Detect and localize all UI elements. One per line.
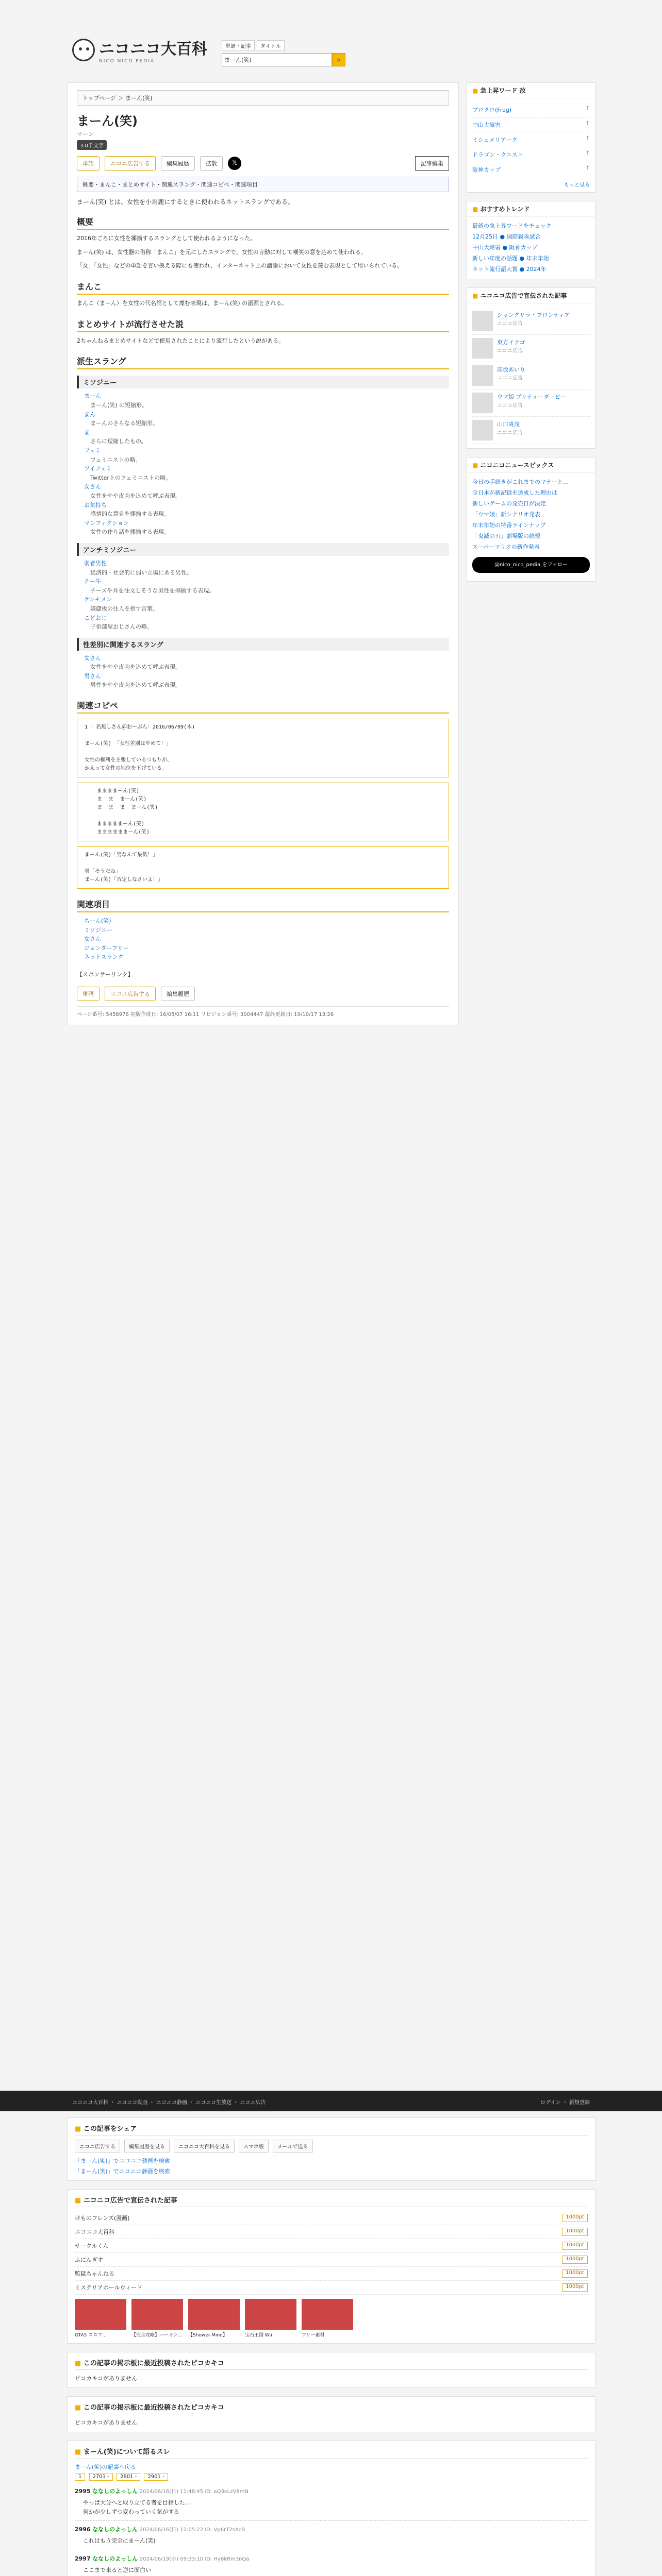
section-heading-slang: 派生スラング (77, 355, 449, 369)
response (75, 2483, 588, 2521)
pager-link[interactable]: 2701 - (89, 2473, 113, 2481)
back-to-article-link[interactable]: まーん(笑)の記事へ戻る (75, 2464, 136, 2470)
copipe-box: ままままーん(笑) ま ま まーん(笑) ま ま ま まーん(笑) まままままーん(笑) ままままままーん(笑) (77, 783, 449, 841)
share-option-button[interactable]: メールで送る (273, 2140, 313, 2153)
news-pick-line[interactable]: 「ウマ娘」新シナリオ発表 (472, 511, 540, 518)
share-button[interactable]: 拡散 (200, 156, 223, 171)
ad-row[interactable]: ふにんぎす 1000pt (75, 2253, 588, 2267)
logo-subtitle: NICO NICO PEDIA (99, 59, 155, 64)
subheading-anti-misogyny: アンチミソジニー (77, 543, 449, 556)
title-reading: マーン (77, 131, 94, 138)
news-item[interactable]: 高坂あいり ニコニ広告 (472, 362, 590, 389)
related-item[interactable]: ミソジニー (84, 926, 112, 934)
video-thumbnail (131, 2299, 183, 2330)
list-item (84, 672, 449, 690)
search-button[interactable] (332, 53, 345, 66)
share-panel (67, 2117, 595, 2181)
response-body: やっぱ大分へと取り立てる者を目指した… 何かが少しずつ変わっていく気がする (83, 2499, 191, 2515)
slang-term[interactable]: まん (84, 411, 95, 418)
trend-panel (467, 201, 595, 279)
slang-desc: Twitter上のフェミニストの略。 (90, 474, 172, 481)
slang-term[interactable]: 女さん (84, 654, 101, 662)
list-item (84, 464, 449, 482)
paragraph: 「女」「女性」などの単語を言い換える際にも使われ、インターネット上の議論において女性を蔑む表現として用いられている。 (77, 262, 403, 269)
news-pick-line[interactable]: 新しいゲームの発売日が決定 (472, 500, 546, 507)
news-pick-line[interactable]: 「鬼滅の刃」劇場版の続報 (472, 532, 540, 539)
news-pick-line[interactable]: 年末年始の特番ラインナップ (472, 522, 546, 529)
rank-item[interactable]: ドラゴン・クエスト ↑ (472, 147, 590, 162)
response-name: ななしのよっしん (92, 2488, 138, 2495)
picokakiko-title: ■ この記事の掲示板に最近投稿されたピコカキコ (75, 2358, 588, 2370)
section-heading-manko: まんこ (77, 280, 449, 295)
news-pick-line[interactable]: 全日本が新記録を達成した理由は (472, 489, 557, 497)
search-input[interactable]: まーん(笑) (222, 53, 332, 66)
list-item (84, 410, 449, 428)
response-number[interactable]: 2995 (75, 2488, 91, 2495)
thumbnail (472, 311, 493, 331)
list-item (84, 614, 449, 632)
thumbnail (472, 338, 493, 359)
slang-desc: チーズ牛丼を注文しそうな男性を揶揄する表現。 (90, 587, 215, 594)
response-name: ななしのよっしん (92, 2555, 138, 2562)
slang-term[interactable]: 女さん (84, 483, 101, 490)
login-links[interactable]: ログイン ・ 新規登録 (540, 2100, 590, 2106)
list-item (84, 577, 449, 595)
section-heading-related: 関連項目 (77, 898, 449, 912)
ad-article-panel-title: ■ ニコニコ広告で宣伝された記事 (467, 288, 595, 303)
video-card[interactable]: GTA5 スロフ... (75, 2299, 126, 2338)
pager-link[interactable]: 2801 - (117, 2473, 140, 2481)
breadcrumb[interactable]: トップページ ＞ まーん(笑) (77, 90, 449, 106)
news-item[interactable]: シャングリラ・フロンティア ニコニ広告 (472, 308, 590, 335)
picokakiko-panel (67, 2352, 595, 2388)
slang-desc: 子供部屋おじさんの略。 (90, 623, 153, 631)
share-option-button[interactable]: スマホ版 (239, 2140, 269, 2153)
table-of-contents[interactable]: 概要・まんこ・まとめサイト・関連スラング・関連コピペ・関連項目 (77, 177, 449, 192)
slang-desc: まーんのさらなる短縮形。 (90, 420, 158, 427)
subheading-misogyny: ミソジニー (77, 376, 449, 388)
slang-term[interactable]: 男さん (84, 672, 101, 680)
video-card[interactable]: フリー素材 (302, 2299, 353, 2338)
x-share-icon[interactable]: 𝕏 (228, 157, 241, 170)
news-item[interactable]: ウマ娘 プリティーダービー ニコニ広告 (472, 389, 590, 417)
paragraph: 2016年ごろに女性を揶揄するスラングとして使われるようになった。 (77, 235, 256, 242)
slang-desc: さらに短縮したもの。 (90, 438, 147, 445)
share-option-button[interactable]: ニコニ広告する (75, 2140, 120, 2153)
slang-term[interactable]: ケンモメン (84, 596, 112, 603)
list-item (84, 482, 449, 500)
video-thumbnail (245, 2299, 296, 2330)
slang-term[interactable]: 弱者男性 (84, 560, 107, 567)
response-number[interactable]: 2996 (75, 2526, 91, 2533)
response-date: 2024/06/16(日) 12:05:22 ID: Vp6rT2sXcB (139, 2527, 245, 2533)
rank-item[interactable]: ミシュメリアーク ↑ (472, 132, 590, 147)
list-item (84, 654, 449, 672)
slang-term[interactable]: まーん (84, 393, 101, 400)
share-option-button[interactable]: ニコニコ大百科を見る (174, 2140, 235, 2153)
related-list (77, 917, 449, 962)
video-card[interactable]: 【完全攻略】ハーキン... (131, 2299, 183, 2338)
search-icon: ⌕ (337, 56, 341, 64)
related-item[interactable]: 女さん (84, 936, 101, 943)
list-item (84, 595, 449, 613)
trend-panel-title: ■ おすすめトレンド (467, 201, 595, 217)
slang-desc: まーん(笑) の短縮形。 (90, 402, 148, 409)
video-card[interactable]: 【Shower-Mind】 (188, 2299, 240, 2338)
rank-item[interactable]: 阪神カップ ↑ (472, 162, 590, 177)
ad-row[interactable]: サークルくん 1000pt (75, 2239, 588, 2253)
paragraph: 2ちゃんねるまとめサイトなどで使用されたことにより流行したという説がある。 (77, 337, 285, 344)
nico-ad-button[interactable]: ニコニ広告する (105, 156, 156, 171)
slang-desc: 男性をやや皮肉を込めて呼ぶ表現。 (90, 682, 181, 689)
slang-list-2 (77, 559, 449, 632)
news-pick-line[interactable]: スーパーマリオの新作発表 (472, 543, 540, 550)
ad-row[interactable]: ミステリアホールウィード 1000pt (75, 2281, 588, 2295)
slang-term[interactable]: こどおじ (84, 614, 107, 621)
news-pick-line[interactable]: 今日の手続きがこれまでのマナーと… (472, 479, 569, 486)
picokakiko-empty: ピコカキコがありません (75, 2419, 137, 2426)
trend-line[interactable]: 中山大障害 ● 阪神カップ (472, 244, 538, 251)
sidebar (467, 82, 595, 590)
ad-row[interactable]: けものフレンズ(漫画) 1000pt (75, 2211, 588, 2225)
pager-link[interactable]: 2901 - (144, 2473, 168, 2481)
rank-panel-title: ■ 急上昇ワード 改 (467, 83, 595, 98)
search-scope-select[interactable]: 単語・記事 (222, 40, 255, 51)
picokakiko-empty: ピコカキコがありません (75, 2375, 137, 2382)
response-number[interactable]: 2997 (75, 2555, 91, 2562)
slang-list-3 (77, 654, 449, 690)
slang-desc: 女性をやや皮肉を込めて呼ぶ表現。 (90, 664, 181, 671)
list-item (84, 428, 449, 446)
slang-desc: 女性の作り話を揶揄する表現。 (90, 529, 170, 536)
response-date: 2024/06/19(水) 09:33:10 ID: Hy8kRm3nQa (139, 2556, 250, 2562)
picokakiko-title-2: ■ この記事の掲示板に最近投稿されたピコカキコ (75, 2402, 588, 2414)
share-panel-title: ■ この記事をシェア (75, 2123, 588, 2136)
follow-button[interactable]: @nico_nico_pedia をフォロー (472, 557, 590, 573)
ad-row[interactable]: ニコニコ大百科 1000pt (75, 2225, 588, 2239)
ad-row[interactable]: 監獄ちゃんねる 1000pt (75, 2267, 588, 2281)
nico-ad-button[interactable]: ニコニ広告する (105, 987, 156, 1001)
like-button[interactable]: 単語 (77, 156, 100, 171)
video-card[interactable]: 宝石王国 Wii (245, 2299, 296, 2338)
news-picks-title: ■ ニコニコニュースピックス (467, 457, 595, 473)
ad-ranking-title: ■ ニコニコ広告で宣伝された記事 (75, 2195, 588, 2207)
site-logo[interactable] (72, 36, 207, 64)
article-meta: ページ番号: 5458976 初版作成日: 16/05/07 16:11 リビジョン番号: 3004447 最終更新日: 19/10/17 13:26 (77, 1006, 449, 1018)
edit-article-button[interactable]: 記事編集 (415, 156, 449, 171)
ad-article-panel (467, 287, 595, 449)
article-main (67, 82, 459, 1025)
related-item[interactable]: ジェンダーフリー (84, 944, 129, 952)
list-item (84, 559, 449, 577)
trend-line[interactable]: ネット流行語大賞 ● 2024年 (472, 265, 547, 273)
slang-term[interactable]: お気持ち (84, 501, 107, 509)
section-heading-overview: 概要 (77, 215, 449, 230)
footer-action-row (77, 987, 449, 1001)
search-field-select[interactable]: タイトル (257, 40, 285, 51)
copipe-box: 1 ：名無しさん＠おーぷん：2016/06/09(木) まーん(笑) 「女性差別はやめて！」 女性の権利を主張しているつもりが、 かえって女性の地位を下げている。 (77, 719, 449, 777)
page-title: まーん(笑) (77, 114, 138, 128)
related-item[interactable]: ネットスラング (84, 954, 124, 961)
edit-history-button[interactable]: 編集履歴 (161, 987, 195, 1001)
share-option-button[interactable]: 編集履歴を見る (124, 2140, 170, 2153)
list-item (84, 446, 449, 464)
response (75, 2550, 588, 2576)
response-name: ななしのよっしん (92, 2526, 138, 2533)
section-heading-matome: まとめサイトが流行させた説 (77, 318, 449, 332)
thumbnail (472, 365, 493, 386)
paragraph: まーん(笑) は、女性器の俗称「まんこ」を元にしたスラングで、女性の言動に対して嘲笑の意を込めて使われる。 (77, 248, 367, 256)
slang-term[interactable]: チー牛 (84, 578, 101, 585)
list-item (84, 519, 449, 537)
video-thumbnail (188, 2299, 240, 2330)
news-item[interactable]: 山口爽茂 ニコニ広告 (472, 417, 590, 444)
search-image-link[interactable]: 「まーん(笑)」でニコニコ静画を検索 (75, 2168, 170, 2175)
list-item (84, 392, 449, 410)
picokakiko-panel-2 (67, 2396, 595, 2432)
char-count-badge: 3.0千文字 (77, 140, 107, 150)
response (75, 2521, 588, 2550)
slang-term[interactable]: ツイフェミ (84, 465, 112, 472)
video-thumbnail (302, 2299, 353, 2330)
response-body: ここまで来ると逆に面白い (83, 2566, 151, 2573)
list-item (84, 501, 449, 519)
edit-history-button[interactable]: 編集履歴 (161, 156, 195, 171)
slang-desc: 経済的・社会的に弱い立場にある男性。 (90, 569, 192, 576)
slang-desc: フェミニストの略。 (90, 456, 141, 463)
lower-section (67, 2117, 595, 2576)
paragraph: まんこ（まーん）を女性の代名詞として蔑む表現は、まーん(笑) の語源とされる。 (77, 300, 288, 307)
slang-term[interactable]: ま (84, 429, 90, 436)
thumbnail (472, 420, 493, 440)
video-thumbnail (75, 2299, 126, 2330)
pager (75, 2474, 588, 2480)
article-lead: まーん(笑) とは、女性を小馬鹿にするときに使われるネットスラングである。 (77, 198, 294, 206)
trend-line[interactable]: 最新の急上昇ワードをチェック (472, 223, 552, 229)
slang-list (77, 392, 449, 537)
response-body: これはもう完全にまーん(笑) (83, 2537, 156, 2545)
logo-title: ニコニコ大百科 (99, 40, 207, 58)
global-nav-bar (0, 2091, 662, 2111)
rank-item[interactable]: 中山大障害 ↑ (472, 117, 590, 132)
ad-ranking-panel (67, 2189, 595, 2344)
logo-face-icon (72, 39, 95, 61)
slang-term[interactable]: マンフィクション (84, 519, 129, 527)
slang-desc: 女性をやや皮肉を込めて呼ぶ表現。 (90, 492, 181, 499)
site-header (0, 0, 662, 77)
response-date: 2024/06/16(日) 11:48:45 ID: aQ3kLzV8mN (139, 2489, 249, 2495)
thumbnail (472, 393, 493, 413)
search-video-link[interactable]: 「まーん(笑)」でニコニコ動画を検索 (75, 2158, 170, 2164)
thread-title: ■ まーん(笑)について語るスレ (75, 2446, 588, 2459)
like-button[interactable]: 単語 (77, 987, 100, 1001)
related-item[interactable]: ちーん(笑) (84, 918, 111, 925)
search-area (222, 40, 345, 66)
article-action-row (77, 156, 449, 171)
slang-desc: 感情的な意見を揶揄する表現。 (90, 511, 170, 518)
news-picks-panel (467, 457, 595, 581)
slang-desc: 嫌儲板の住人を指す言葉。 (90, 605, 158, 612)
pager-link[interactable]: 1 (75, 2473, 85, 2481)
rank-more-link[interactable]: もっと見る (564, 182, 590, 188)
section-heading-copipe: 関連コピペ (77, 699, 449, 714)
rank-item[interactable]: ブロクロ(Frog) ↑ (472, 103, 590, 117)
slang-term[interactable]: フェミ (84, 447, 101, 454)
sponsor-label: 【スポンサーリンク】 (77, 971, 134, 978)
copipe-box: まーん(笑)「男なんて最低！」 男「そうだね」 まーん(笑)「否定しなさいよ！」 (77, 846, 449, 889)
trend-line[interactable]: 新しい年度の話題 ● 年末年始 (472, 255, 549, 262)
rank-panel (467, 82, 595, 193)
video-row (75, 2299, 588, 2338)
thread-panel (67, 2441, 595, 2576)
trend-line[interactable]: 12月25日 ● 国際親善試合 (472, 233, 541, 240)
news-item[interactable]: 東方イナゴ ニコニ広告 (472, 335, 590, 362)
subheading-gender-slang: 性差別に関連するスラング (77, 638, 449, 651)
global-nav-links[interactable]: ニコニコ大百科 ・ ニコニコ動画 ・ ニコニコ静画 ・ ニコニコ生放送 ・ ニコニ広告 (72, 2100, 266, 2106)
